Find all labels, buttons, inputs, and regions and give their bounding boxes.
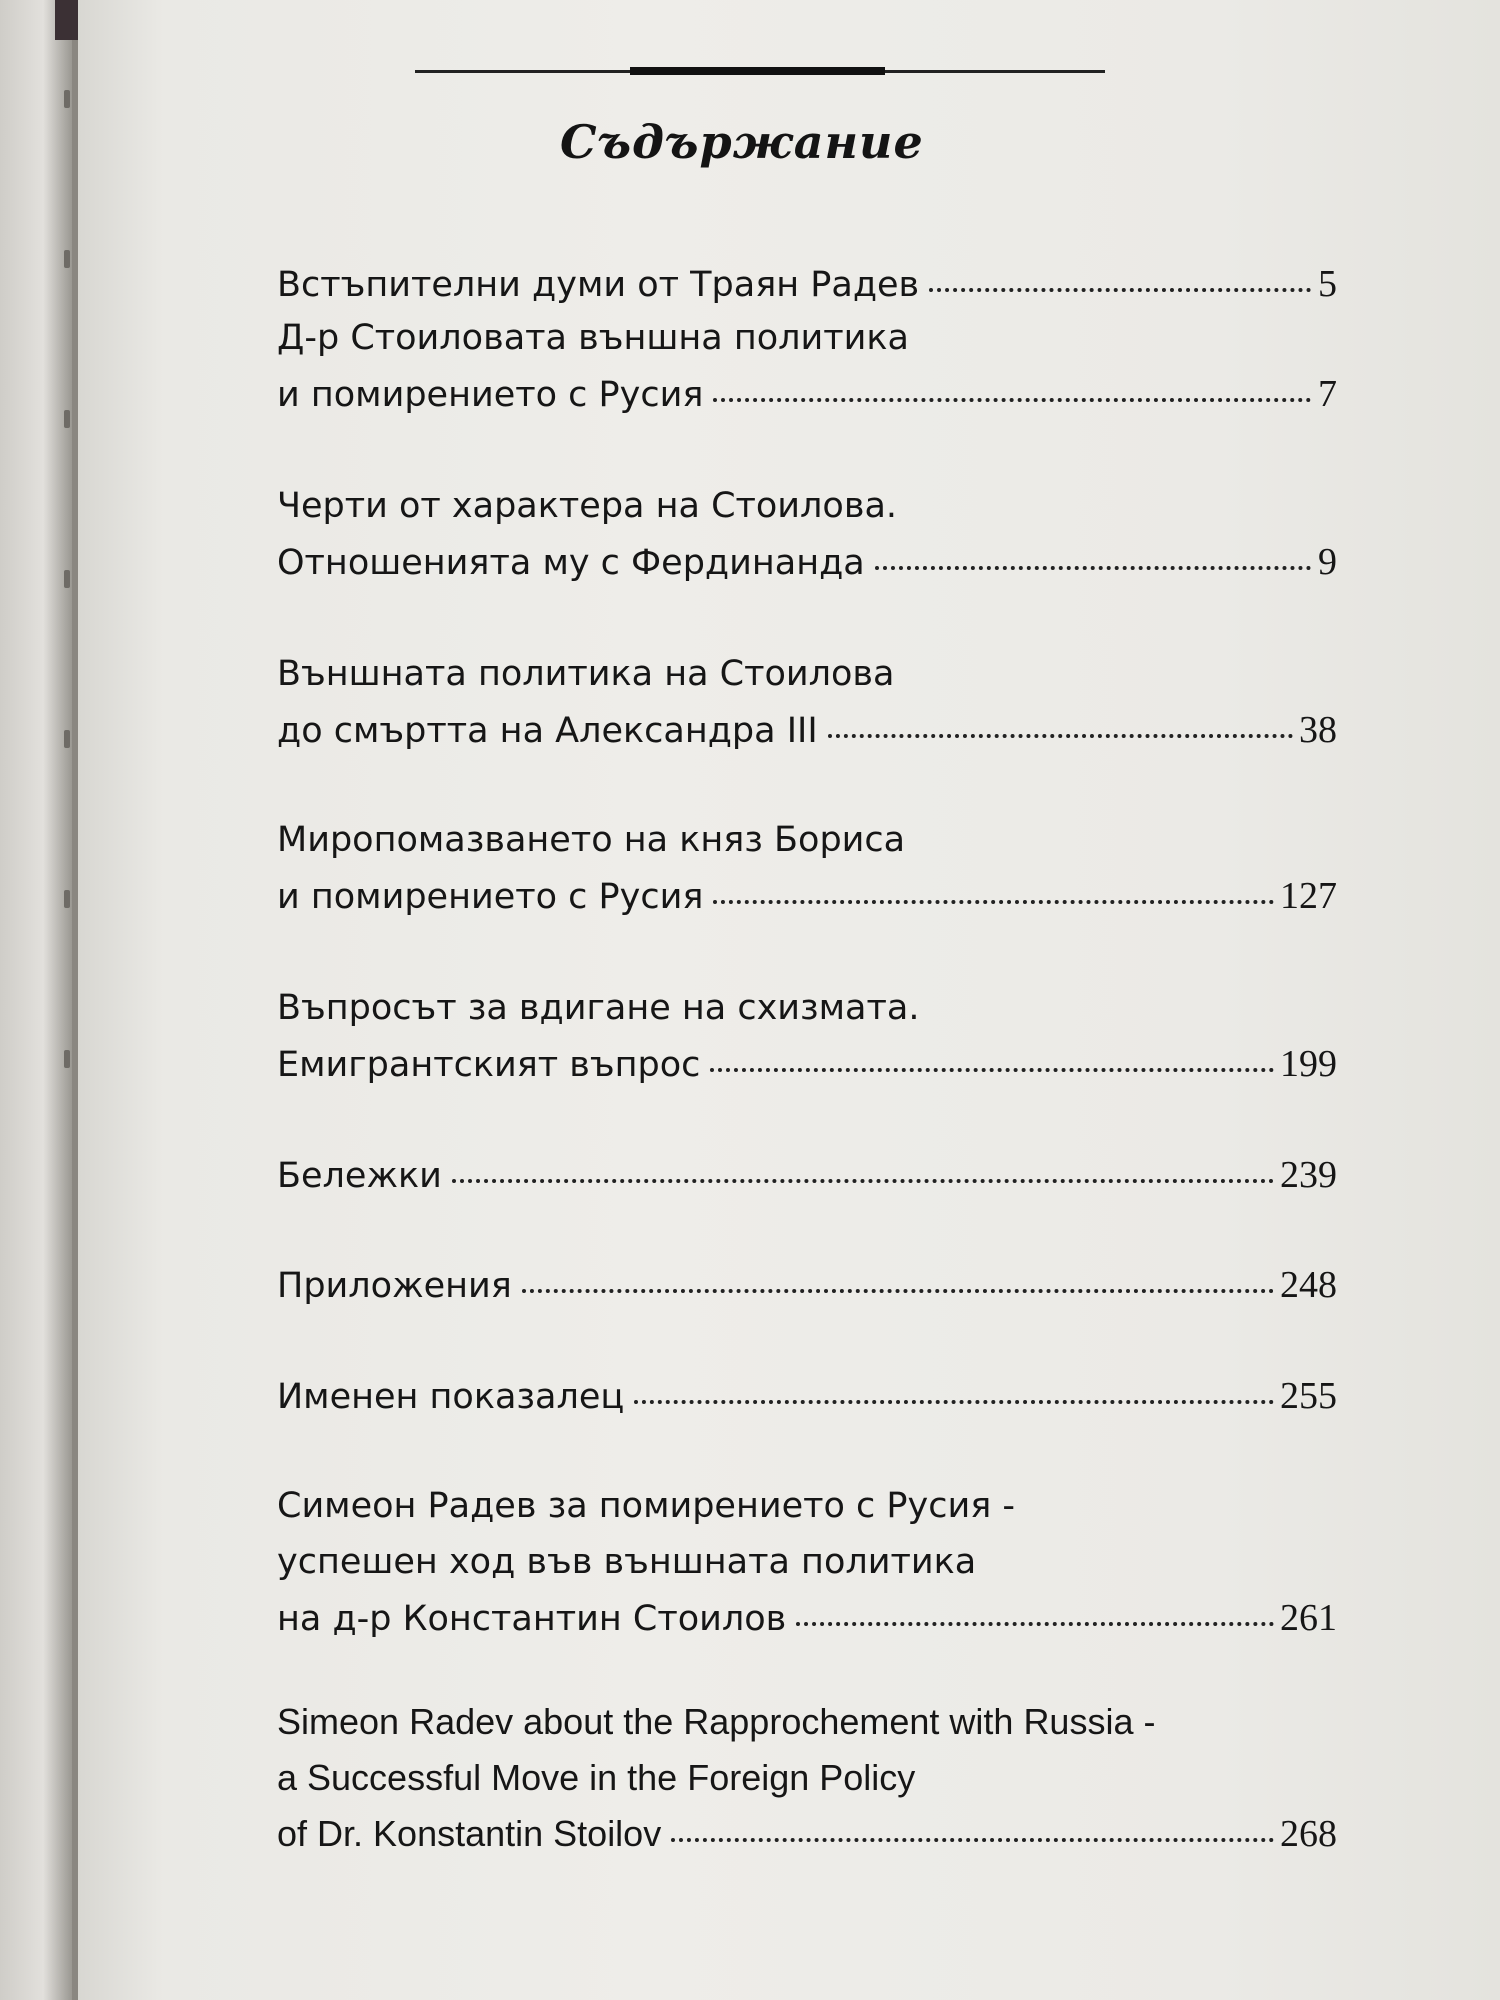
dot-leader <box>796 1622 1274 1626</box>
toc-page-number: 248 <box>1280 1264 1337 1306</box>
toc-entry-title-line: Черти от характера на Стоилова. <box>277 486 898 526</box>
toc-entry-title-line: Емигрантският въпрос <box>277 1045 701 1085</box>
toc-page-number: 255 <box>1280 1375 1337 1417</box>
toc-entry-title-line: Симеон Радев за помирението с Русия - <box>277 1486 1016 1526</box>
dot-leader <box>713 398 1311 402</box>
dot-leader <box>634 1400 1274 1404</box>
binding-stitch <box>64 410 70 428</box>
toc-entry <box>277 646 1337 758</box>
toc-page-number: 261 <box>1280 1597 1337 1639</box>
toc-entry <box>277 1694 1337 1862</box>
toc-entry <box>277 1147 1337 1203</box>
toc-page-number: 239 <box>1280 1154 1337 1196</box>
dot-leader <box>522 1289 1274 1293</box>
toc-entry-title-line: a Successful Move in the Foreign Policy <box>277 1757 916 1798</box>
toc-entry <box>277 980 1337 1092</box>
toc-entry <box>277 256 1337 312</box>
toc-entry-title-line: Миропомазването на княз Бориса <box>277 820 906 860</box>
dot-leader <box>929 288 1311 292</box>
toc-entry-title-line: Отношенията му с Фердинанда <box>277 543 865 583</box>
left-page-edge <box>0 0 72 2000</box>
toc-entry-title-line: и помирението с Русия <box>277 375 704 415</box>
toc-entry <box>277 310 1337 422</box>
toc-heading: Съдържание <box>560 115 924 169</box>
dot-leader <box>875 566 1311 570</box>
binding-stitch <box>64 1050 70 1068</box>
toc-entry-title-line: на д-р Константин Стоилов <box>277 1599 787 1639</box>
toc-entry-title-line: Встъпителни думи от Траян Радев <box>277 265 920 305</box>
toc-page-number: 38 <box>1299 709 1337 751</box>
toc-entry <box>277 1257 1337 1313</box>
toc-entry-title-line: Въпросът за вдигане на схизмата. <box>277 988 920 1028</box>
toc-page-number: 9 <box>1318 541 1337 583</box>
toc-page-number: 7 <box>1318 373 1337 415</box>
dot-leader <box>452 1179 1274 1183</box>
toc-entry-title-line: Външната политика на Стоилова <box>277 654 895 694</box>
toc-page-number: 5 <box>1318 263 1337 305</box>
toc-entry-title-line: Бележки <box>277 1156 442 1196</box>
toc-page-number: 199 <box>1280 1043 1337 1085</box>
toc-entry-title-line: Simeon Radev about the Rapprochement with Russia - <box>277 1701 1156 1742</box>
binding-stitch <box>64 250 70 268</box>
toc-entry-title-line: Д-р Стоиловата външна политика <box>277 318 909 358</box>
binding-stitch <box>64 890 70 908</box>
toc-entry-title-line: Приложения <box>277 1266 512 1306</box>
toc-entry-title-line: до смъртта на Александра III <box>277 711 818 751</box>
toc-entry <box>277 1478 1337 1646</box>
toc-entry-title-line: Именен показалец <box>277 1377 625 1417</box>
dot-leader <box>828 734 1293 738</box>
toc-entry <box>277 478 1337 590</box>
dot-leader <box>713 900 1274 904</box>
dot-leader <box>710 1068 1274 1072</box>
toc-entry <box>277 1368 1337 1424</box>
binding-stitch <box>64 730 70 748</box>
toc-page-number: 268 <box>1280 1813 1337 1855</box>
toc-entry-title-line: и помирението с Русия <box>277 877 704 917</box>
toc-entry-title-line: успешен ход във външната политика <box>277 1542 977 1582</box>
binding-stitch <box>64 90 70 108</box>
toc-entry <box>277 812 1337 924</box>
toc-entry-title-line: of Dr. Konstantin Stoilov <box>277 1813 662 1854</box>
binding-stitch <box>64 570 70 588</box>
top-rule-accent <box>630 67 885 75</box>
toc-page-number: 127 <box>1280 875 1337 917</box>
dot-leader <box>671 1838 1274 1842</box>
